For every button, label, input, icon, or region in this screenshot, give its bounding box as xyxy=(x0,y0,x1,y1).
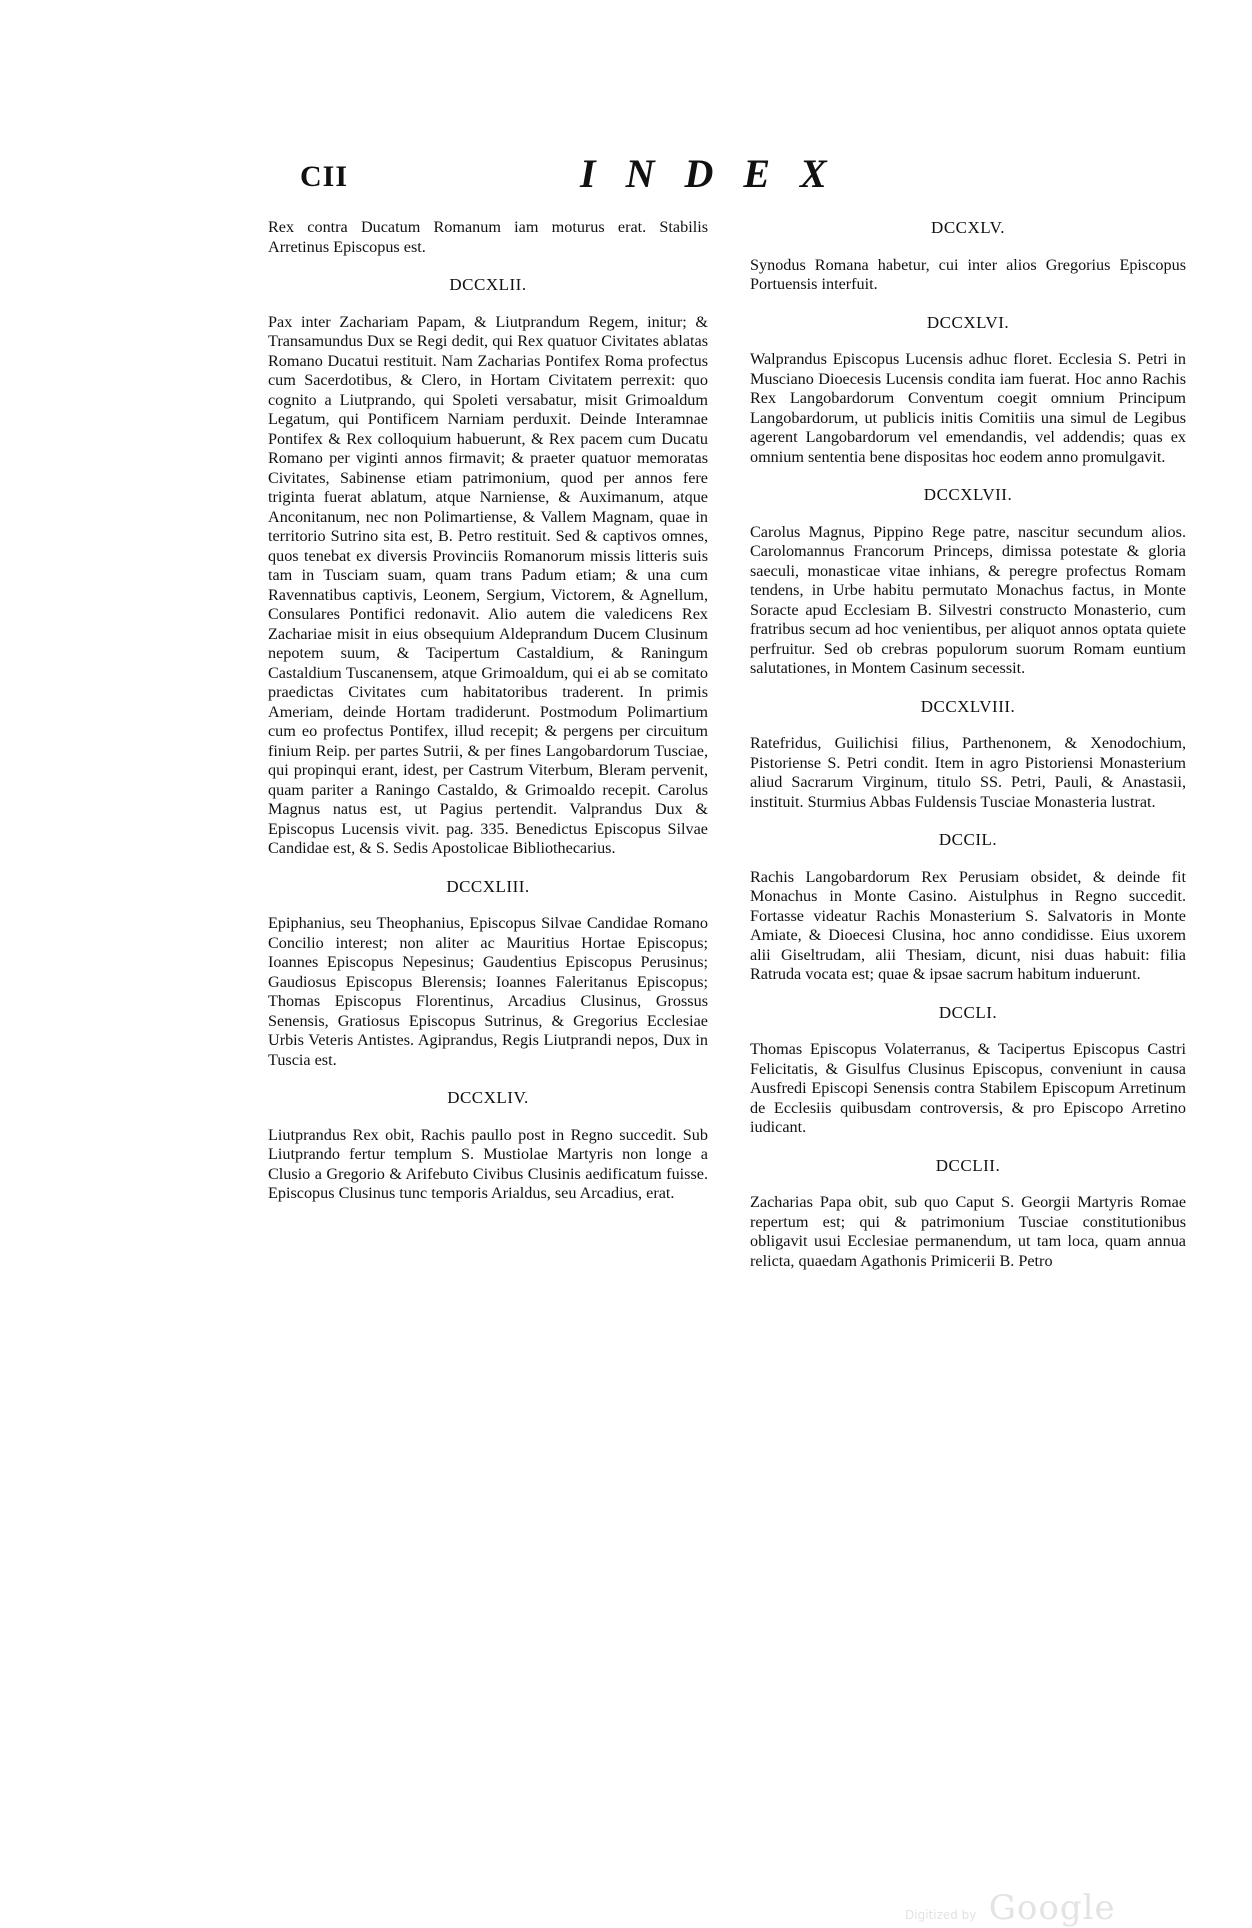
running-title: INDEX xyxy=(580,151,857,196)
entry-text: Epiphanius, seu Theophanius, Episcopus Silvae Candidae Romano Concilio interest; non aliter ac Mauritius Hortae Episcopus; Ioannes Episcopus Nepesinus; Gaudentius Episcopus Perusinus; Gaudiosus Episcopus Blerensis; Ioannes Faleritanus Episcopus; Thomas Episcopus Florentinus, Arcadius Clusinus, Grossus Senensis, Gratiosus Episcopus Sutrinus, & Gregorius Ecclesiae Urbis Veteris Antistes. Agiprandus, Regis Liutprandi nepos, Dux in Tuscia est. xyxy=(268,914,708,1069)
entry-text: Pax inter Zachariam Papam, & Liutprandum Regem, initur; & Transamundus Dux se Regi dedit, qui Rex quatuor Civitates ablatas Romano Ducatui restituit. Nam Zacharias Pontifex Roma profectus cum Sacerdotibus, & Clero, in Hortam Civitatem perrexit: quo cognito a Liutprando, qui Spoleti versabatur, misit Grimoaldum Legatum, qui Pontificem Narniam perduxit. Deinde Interamnae Pontifex & Rex colloquium habuerunt, & Rex pacem cum Ducatu Romano per viginti annos firmavit; & praeter quatuor memoratas Civitates, Sabinense etiam patrimonium, quod per annos fere triginta fuerat ablatum, atque Narniense, & Auximanum, atque Anconitanum, nec non Polimartiense, & Vallem Magnam, quae in territorio Sutrino sita est, B. Petro restituit. Sed & captivos omnes, quos tenebat ex diversis Provinciis Romanorum missis litteris suis tam in Tusciam suam, quam trans Padum etiam; & una cum Ravennatibus captivis, Leonem, Sergium, Victorem, & Agnellum, Consulares Pontifici redonavit. Alio autem die valedicens Rex Zachariae misit in eius obsequium Aldeprandum Ducem Clusinum nepotem suum, & Tacipertum Castaldium, & Raningum Castaldium Tuscanensem, atque Grimoaldum, qui ei ab se comitato praedictas Civitates cum habitatoribus traderent. In primis Ameriam, deinde Hortam tradiderunt. Postmodum Polimartium cum eo profectus Pontifex, illud recepit; & pergens per circuitum finium Reip. per partes Sutrii, & per fines Langobardorum Tusciae, qui propinqui erant, idest, per Castrum Viterbum, Bleram pervenit, quam pariter a Raningo Castaldo, & Grimoaldo recepit. Carolus Magnus natus est, ut Pagius pertendit. Valprandus Dux & Episcopus Lucensis vivit. pag. 335. Benedictus Episcopus Silvae Candidae est, & S. Sedis Apostolicae Bibliothecarius. xyxy=(268,312,708,857)
left-column xyxy=(268,218,708,1222)
google-logo: Google xyxy=(988,1888,1116,1928)
entry-text: Walprandus Episcopus Lucensis adhuc floret. Ecclesia S. Petri in Musciano Dioecesis Lucensis condita iam fuerat. Hoc anno Rachis Rex Langobardorum Conventum coegit omnium Principum Langobardorum, ut publicis initis Comitiis una simul de Legibus agerent Langobardorum vel emendandis, vel addendis; quas ex omnium sententia bene dispositas hoc eodem anno promulgavit. xyxy=(750,350,1186,466)
entry-heading: DCCLI. xyxy=(938,1002,998,1022)
entry-heading: DCCXLII. xyxy=(449,275,527,294)
entry-text: Rex contra Ducatum Romanum iam moturus erat. Stabilis Arretinus Episcopus est. xyxy=(268,218,708,256)
entry-heading: DCCXLVI. xyxy=(926,312,1010,332)
right-column xyxy=(750,208,1186,1289)
entry xyxy=(750,218,1186,295)
entry xyxy=(750,313,1186,468)
entry-heading: DCCXLVII. xyxy=(923,485,1013,504)
entry xyxy=(268,1088,708,1204)
entry xyxy=(750,485,1186,679)
entry-text: Liutprandus Rex obit, Rachis paullo post in Regno succedit. Sub Liutprando fertur templum S. Mustiolae Martyris non longe a Clusio a Gregorio & Arifebuto Civibus Clusinis aedificatum fuisse. Episcopus Clusinus tunc temporis Arialdus, seu Arcadius, erat. xyxy=(268,1125,708,1202)
entry-heading: DCCXLVIII. xyxy=(920,696,1016,716)
entry xyxy=(750,1156,1186,1272)
digitized-watermark xyxy=(905,1888,1116,1928)
entry-text: Ratefridus, Guilichisi filius, Parthenonem, & Xenodochium, Pistoriense S. Petri condit. Item in agro Pistoriensi Monasterium aliud Sacrarum Virginum, titulo SS. Petri, Pauli, & Anastasii, instituit. Sturmius Abbas Fuldensis Tusciae Monasteria lustrat. xyxy=(750,734,1186,811)
entry-heading: DCCXLV. xyxy=(931,218,1005,237)
page-number: CII xyxy=(300,160,349,193)
entry xyxy=(750,697,1186,813)
entry-text: Carolus Magnus, Pippino Rege patre, nascitur secundum alios. Carolomannus Francorum Princeps, dimissa potestate & gloria saeculi, monasticae vitae inhians, & peregre profectus Romam tendens, in Urbe habitu permutato Monachus factus, in Monte Soracte apud Ecclesiam B. Silvestri constructo Monasterio, cum fratribus secum ad hoc venientibus, per aliquot annos optata quiete perfruitur. Sed ob crebras populorum suorum Romam euntium salutationes, in Montem Casinum secessit. xyxy=(750,522,1186,677)
entry-text: Rachis Langobardorum Rex Perusiam obsidet, & deinde fit Monachus in Monte Casino. Aistulphus in Regno succedit. Fortasse videatur Rachis Monasterium S. Salvatoris in Monte Amiate, & Dioecesi Clusina, hoc anno condidisse. Eius uxorem alii Giseltrudam, alii Thesiam, dicunt, nisi duas habuit: filia Ratruda vocata est; quae & ipsae sacrum habitum induerunt. xyxy=(750,867,1186,983)
entry-text: Synodus Romana habetur, cui inter alios Gregorius Episcopus Portuensis interfuit. xyxy=(750,255,1186,293)
entry-text: Thomas Episcopus Volaterranus, & Tacipertus Episcopus Castri Felicitatis, & Gisulfus Clusinus Episcopus, conveniunt in causa Ausfredi Episcopi Senensis contra Stabilem Episcopum Arretinum de Ecclesiis quibusdam controversis, & pro Episcopo Arretino iudicant. xyxy=(750,1040,1186,1136)
entry-heading: DCCLII. xyxy=(935,1155,1001,1175)
entry-heading: DCCXLIV. xyxy=(447,1088,529,1107)
entry-heading: DCCIL. xyxy=(938,830,998,849)
entry-heading: DCCXLIII. xyxy=(446,876,530,896)
entry xyxy=(750,830,1186,985)
entry xyxy=(750,1003,1186,1138)
entry-text: Zacharias Papa obit, sub quo Caput S. Georgii Martyris Romae repertum est; qui & patrimonium Tusciae constitutionibus obligavit usui Ecclesiae permanendum, ut tam loca, quam annua relicta, quaedam Agathonis Primicerii B. Petro xyxy=(750,1193,1186,1270)
entry xyxy=(268,218,708,257)
watermark-prefix: Digitized by xyxy=(905,1908,977,1922)
entry xyxy=(268,275,708,859)
entry xyxy=(268,877,708,1071)
